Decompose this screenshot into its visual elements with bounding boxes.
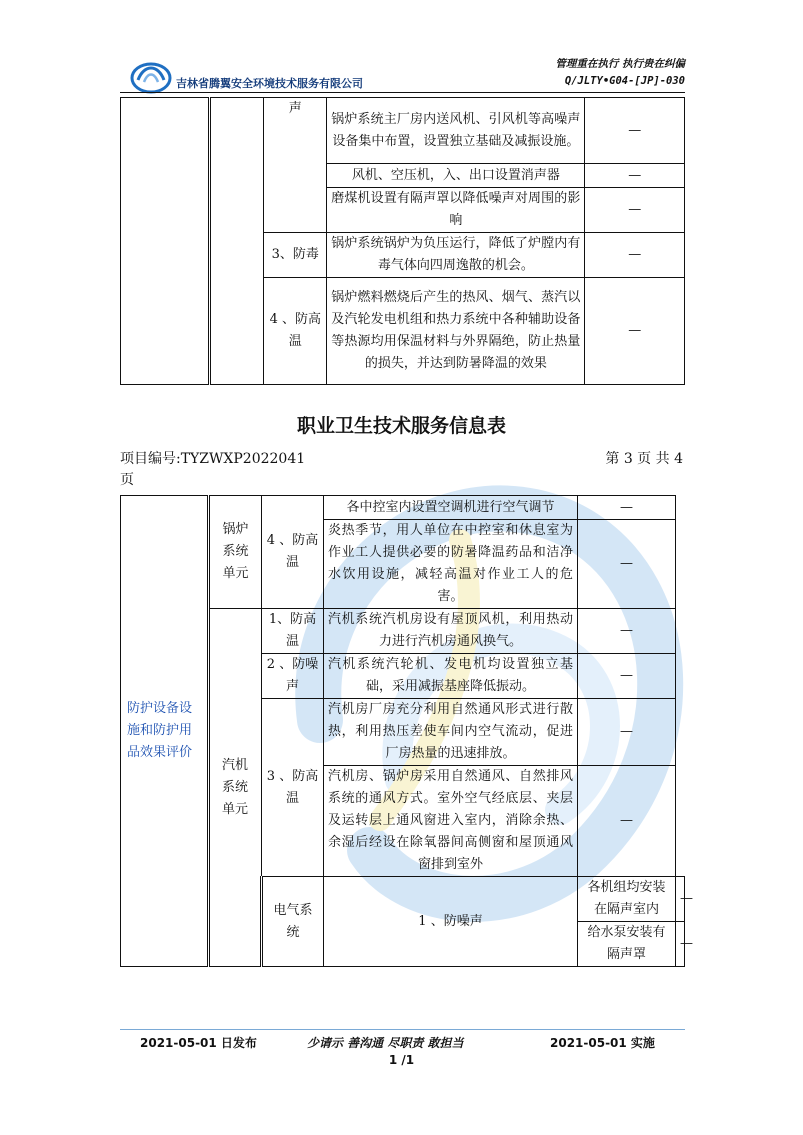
page-info: 第 3 页 共 4 (605, 451, 683, 467)
company-name: 吉林省腾翼安全环境技术服务有限公司 (176, 77, 363, 90)
measure-cell: 炎热季节，用人单位在中控室和休息室为作业工人提供必要的防暑降温药品和洁净水饮用设施，减轻高温对作业工人的危害。 (324, 520, 578, 609)
implement-date: 2021-05-01 实施 (550, 1036, 655, 1050)
result-cell: — (578, 699, 676, 766)
hazard-cell: 4 、防高温 (264, 278, 327, 385)
measure-cell: 磨煤机设置有隔声罩以降低噪声对周围的影响 (327, 188, 585, 233)
unit-cell-boiler: 锅炉系统单元 (209, 496, 262, 609)
measure-cell: 给水泵安装有隔声罩 (578, 922, 676, 967)
document-code: Q/JLTY•G04-[JP]-030 (564, 75, 685, 87)
section-title: 职业卫生技术服务信息表 (296, 415, 506, 437)
result-cell: — (676, 877, 685, 922)
measure-cell: 汽机系统汽轮机、发电机均设置独立基础，采用减振基座降低振动。 (324, 654, 578, 699)
measure-cell: 汽机房、锅炉房采用自然通风、自然排风系统的通风方式。室外空气经底层、夹层及运转层上通风窗进入室内，消除余热、余湿后经设在除氧器间高侧窗和屋顶通风窗排到室外 (324, 766, 578, 877)
category-cell: 防护设备设施和防护用品效果评价 (121, 496, 209, 967)
table-row (121, 496, 685, 520)
category-cell (121, 98, 210, 385)
measure-cell: 风机、空压机，入、出口设置消声器 (327, 164, 585, 188)
page-number: 1 /1 (388, 1053, 415, 1067)
table-row (121, 98, 685, 164)
hazard-cell: 1 、防噪声 (324, 877, 578, 967)
result-cell: — (585, 98, 685, 164)
result-cell: — (578, 520, 676, 609)
hazard-cell: 3 、防高温 (262, 699, 324, 877)
result-cell: — (585, 188, 685, 233)
result-cell: — (578, 609, 676, 654)
protection-evaluation-table (120, 495, 693, 967)
unit-cell-electric: 电气系统 (262, 877, 324, 967)
hazard-cell: 1、防高温 (262, 609, 324, 654)
unit-cell (210, 98, 264, 385)
measure-cell: 各机组均安装在隔声室内 (578, 877, 676, 922)
hazard-cell: 3、防毒 (264, 233, 327, 278)
result-cell: — (585, 278, 685, 385)
hazard-cell: 2 、防噪声 (262, 654, 324, 699)
project-number (120, 448, 305, 468)
measure-cell: 各中控室内设置空调机进行空气调节 (324, 496, 578, 520)
result-cell: — (676, 922, 685, 967)
measure-cell: 汽机房厂房充分利用自然通风形式进行散热，利用热压差使车间内空气流动，促进厂房热量的迅速排放。 (324, 699, 578, 766)
result-cell: — (585, 164, 685, 188)
measure-cell: 锅炉系统锅炉为负压运行，降低了炉膛内有毒气体向四周逸散的机会。 (327, 233, 585, 278)
company-logo (130, 58, 172, 94)
measure-cell: 汽机系统汽机房设有屋顶风机，利用热动力进行汽机房通风换气。 (324, 609, 578, 654)
result-cell: — (578, 496, 676, 520)
result-cell: — (585, 233, 685, 278)
project-number-label: 项目编号: (120, 451, 181, 467)
result-cell: — (578, 654, 676, 699)
header-slogan: 管理重在执行 执行贵在纠偏 (555, 58, 685, 70)
footer-motto: 少请示 善沟通 尽职责 敢担当 (307, 1036, 464, 1050)
protection-table-continued (120, 97, 685, 385)
result-cell: — (578, 766, 676, 877)
header-divider (120, 92, 685, 93)
hazard-cell: 4 、防高温 (262, 496, 324, 609)
publish-date: 2021-05-01 日发布 (140, 1036, 257, 1050)
project-number-value: TYZWXP2022041 (180, 451, 306, 467)
measure-cell: 锅炉系统主厂房内送风机、引风机等高噪声设备集中布置，设置独立基础及减振设施。 (327, 98, 585, 164)
page-info-tail: 页 (120, 472, 134, 488)
measure-cell: 锅炉燃料燃烧后产生的热风、烟气、蒸汽以及汽轮发电机组和热力系统中各种辅助设备等热源均用保温材料与外界隔绝，防止热量的损失，并达到防暑降温的效果 (327, 278, 585, 385)
hazard-cell: 声 (264, 98, 327, 233)
unit-cell-turbine: 汽机系统单元 (209, 609, 262, 967)
footer-divider (120, 1029, 685, 1030)
